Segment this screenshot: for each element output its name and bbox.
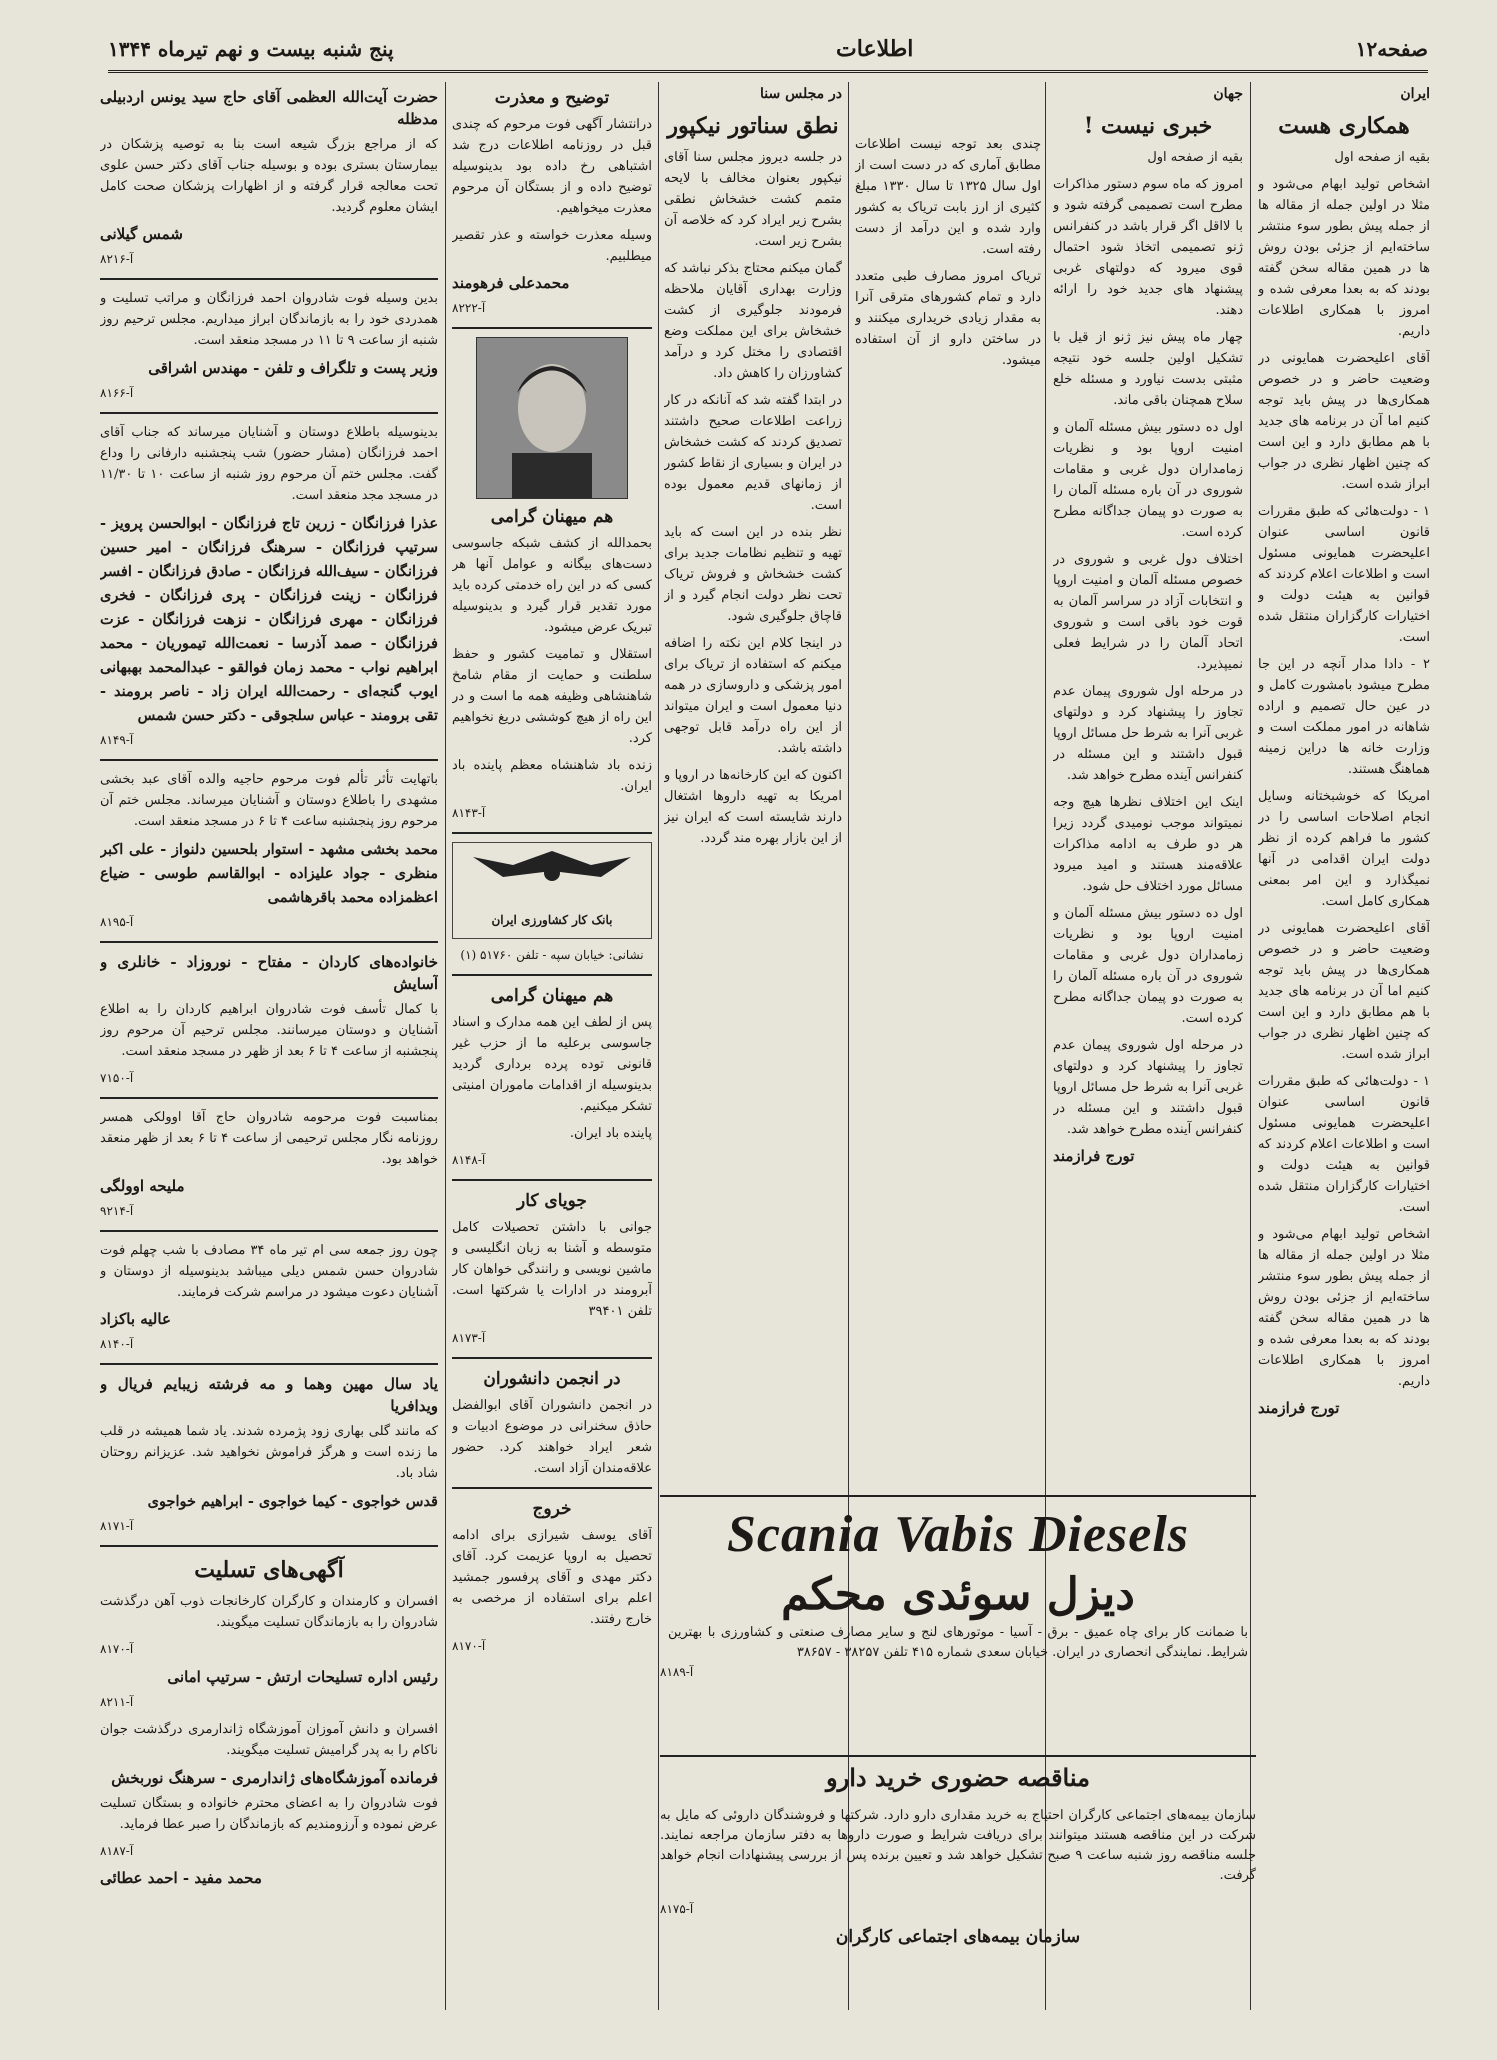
notice-title: هم میهنان گرامی (490, 986, 614, 1006)
paragraph: اشخاص تولید ابهام می‌شود و مثلا در اولین جمله از مقاله ها از جمله پیش بطور سوء منتشر ساخته‌ایم از جزئی بودن روش ها در همین مقاله سخن گفته بودند که به بعدا معرفی شده و امروز با همکاری اطلاعات داریم. (1258, 177, 1430, 339)
ad-code: آ-۸۱۹۵ (100, 915, 134, 929)
column-iran (1258, 82, 1430, 2010)
notice-title: جویای کار (517, 1191, 587, 1211)
ad-code: آ-۸۲۱۱ (100, 1695, 134, 1709)
paragraph: آقای یوسف شیرازی برای ادامه تحصیل به اروپا عزیمت کرد. آقای دکتر مهدی و آقای پرفسور جمشید اعلم برای استفاده از مرخصی به خارج رفتند. (452, 1528, 652, 1627)
ad-code: آ-۸۱۴۰ (100, 1337, 134, 1351)
ad-code: آ-۸۱۷۵ (660, 1902, 694, 1916)
paragraph: در اینجا کلام این نکته را اضافه میکنم که استفاده از تریاک برای امور پزشکی و داروسازی در همه دنیا معمول است و ایران میتواند از این راه درآمد قابل توجهی داشته باشد. (664, 636, 842, 756)
column-rule (445, 82, 446, 2010)
section-kicker: در مجلس سنا (760, 86, 842, 102)
notice-title: در انجمن دانشوران (483, 1369, 621, 1389)
paragraph: در انجمن دانشوران آقای ابوالفضل حاذق سخنرانی در موضوع ادبیات و شعر ایراد خواهند کرد. حضور علاقه‌مندان آزاد است. (452, 1398, 652, 1476)
ad-code: آ-۸۱۷۱ (100, 1519, 134, 1533)
ad-code: آ-۸۱۷۰ (100, 1642, 134, 1656)
ad-code: آ-۹۲۱۴ (100, 1204, 134, 1218)
paragraph: در مرحله اول شوروی پیمان عدم تجاوز را پیشنهاد کرد و دولتهای غربی آنرا به شرط حل مسائل اروپا قبول داشتند و این مسئله در کنفرانس آینده مطرح خواهد شد. (1053, 1038, 1243, 1137)
divider (660, 1495, 1256, 1497)
paragraph: افسران و کارمندان و کارگران کارخانجات ذوب آهن درگذشت شادروان را به بازماندگان تسلیت میگویند. (100, 1594, 438, 1630)
paragraph: امروز که ماه سوم دستور مذاکرات مطرح است تصمیمی گرفته شود و با لااقل اگر قرار باشد در کنفرانس ژنو تصمیمی اتخاذ شود احتمال قوی میرود که دولتهای غربی پیشنهاد های جدید خود را ارائه دهند. (1053, 177, 1243, 318)
paragraph: فوت شادروان را به اعضای محترم خانواده و بستگان تسلیت عرض نموده و آرزومندیم که بازماندگان را صبر عطا فرماید. (100, 1796, 438, 1832)
ad-code: آ-۸۱۷۰ (452, 1639, 486, 1653)
paragraph: وسیله معذرت خواسته و عذر تقصیر میطلبیم. (452, 228, 652, 264)
column-rule (658, 82, 659, 2010)
paragraph: اول ده دستور بیش مسئله آلمان و امنیت اروپا بود و نظریات زمامداران دول غربی و مقامات شوروی در آن باره مسئله آلمان را به صورت دو پیمان جداگانه مطرح کرده است. (1053, 906, 1243, 1026)
mourners-list: عذرا فرزانگان - زرین تاج فرزانگان - ابوالحسن پرویز - سرتیپ فرزانگان - سرهنگ فرزانگان - امیر حسین فرزانگان - سیف‌الله فرزانگان - صادق فرزانگان - افسر فرزانگان - زینت فرزانگان - پری فرزانگان - فخری فرزانگان - مهری فرزانگان - نزهت فرزانگان - عزت فرزانگان - صمد آذرسا - نعمت‌الله تیموریان - محمد ابراهیم نواب - محمد زمان فوالقو - عبدالمحمد بهبهانی ایوب گنجه‌ای - رحمت‌الله ایران زاد - ناصر برومند - تقی برومند - عباس سلجوقی - دکتر حسن شمس (100, 515, 438, 724)
ad-code: آ-۸۲۲۲ (452, 301, 486, 315)
emblem-text: بانک کار کشاورزی ایران (491, 913, 613, 927)
paragraph: ۲ - دادا مدار آنچه در این جا مطرح میشود بامشورت کامل و در عین حال تصمیم و اراده شاهانه در امور مملکت است و وزارت خانه ها دراین زمینه هماهنگ هستند. (1258, 657, 1430, 777)
paragraph: جوانی با داشتن تحصیلات کامل متوسطه و آشنا به زبان انگلیسی و ماشین نویسی و رانندگی خواهان کار آبرومند در ادارات یا شرکتها است. تلفن ۳۹۴۰۱ (452, 1220, 652, 1319)
paragraph: اشخاص تولید ابهام می‌شود و مثلا در اولین جمله از مقاله ها از جمله پیش بطور سوء منتشر ساخته‌ایم از جزئی بودن روش ها در همین مقاله سخن گفته بودند که به بعدا معرفی شده و امروز با همکاری اطلاعات داریم. (1258, 1227, 1430, 1389)
eagle-emblem-icon (453, 843, 651, 903)
tender-notice (660, 1755, 1256, 2010)
paragraph: چون روز جمعه سی ام تیر ماه ۳۴ مصادف با شب چهلم فوت شادروان حسن شمس دیلی میباشد بدینوسیله از دوستان و آشنایان دعوت میشود در مراسم شرکت فرمایند. (100, 1243, 438, 1300)
notice-title: هم میهنان گرامی (490, 507, 614, 527)
paragraph: که مانند گلی بهاری زود پژمرده شدند. یاد شما همیشه در قلب ما زنده است و هرگز فراموش نخواهید شد. عزیزانم روحتان شاد باد. (100, 1424, 438, 1481)
notice-title: خانواده‌های کاردان - مفتاح - نوروزاد - خانلری و آسایش (100, 953, 438, 993)
portrait-illustration (477, 338, 627, 498)
paragraph: درانتشار آگهی فوت مرحوم که چندی قبل در روزنامه اطلاعات درج شد اشتباهی رخ داده بود بدینوسیله توضیح داده و از بستگان آن مرحوم معذرت میخواهیم. (452, 117, 652, 216)
signature: محمد مفید - احمد عطائی (100, 1869, 262, 1887)
tender-signer: سازمان بیمه‌های اجتماعی کارگران (835, 1927, 1081, 1947)
portrait-photo (476, 337, 628, 499)
column-majlis (664, 82, 842, 1480)
section-kicker: جهان (1213, 86, 1243, 102)
mourners-list: محمد بخشی مشهد - استوار بلحسین دلنواز - علی اکبر منظری - جواد علیزاده - ابوالقاسم طوسی - ضیاع اعظمزاده محمد باقرهاشمی (100, 841, 438, 906)
paragraph: اول ده دستور بیش مسئله آلمان و امنیت اروپا بود و نظریات زمامداران دول غربی و مقامات شوروی در آن باره مسئله آلمان را به صورت دو پیمان جداگانه مطرح کرده است. (1053, 420, 1243, 540)
paragraph: تریاک امروز مصارف طبی متعدد دارد و تمام کشورهای مترقی آنرا به مقدار زیادی خریداری میکنند و در ساختن دارو از آن استفاده میشود. (855, 269, 1041, 368)
paragraph: استقلال و تمامیت کشور و حفظ سلطنت و حمایت از مقام شامخ شاهنشاهی وظیفه همه ما است و در این راه از هیچ کوششی دریغ نخواهیم کرد. (452, 647, 652, 746)
ad-code: آ-۸۱۴۸ (452, 1153, 486, 1167)
bank-emblem (452, 842, 652, 939)
article-title: خبری نیست ! (1083, 113, 1213, 139)
section-title: آگهی‌های تسلیت (194, 1557, 344, 1583)
masthead (108, 28, 1428, 73)
article-title: نطق سناتور نیکپور (667, 113, 839, 139)
paragraph: بمناسبت فوت مرحومه شادروان حاج آقا اوولکی همسر روزنامه نگار مجلس ترحیمی از ساعت ۴ تا ۶ بعد از ظهر منعقد خواهد بود. (100, 1110, 438, 1167)
notice-title: فرمانده آموزشگاه‌های ژاندارمری - سرهنگ نوربخش (111, 1769, 438, 1787)
notice-title: حضرت آیت‌الله العظمی آقای حاج سید یونس اردبیلی مدظله (100, 88, 438, 128)
paragraph: آقای اعلیحضرت همایونی در وضعیت حاضر و در خصوص همکاری‌ها در پیش باید توجه کنیم اما آن در برنامه های جدید با هم مطابق دارد و این است که چنین اظهار نظری در جواب ابراز شده است. (1258, 351, 1430, 492)
paragraph: افسران و دانش آموزان آموزشگاه ژاندارمری درگذشت جوان ناکام را به پدر گرامیش تسلیت میگویند. (100, 1722, 438, 1758)
paragraph: اینک این اختلاف نظرها هیچ وجه نمیتواند موجب نومیدی گردد زیرا هر دو طرف به ادامه مذاکرات علاقه‌مند هستند و امید میرود مسائل مورد اختلاف حل شود. (1053, 795, 1243, 894)
newspaper-name: اطلاعات (836, 36, 914, 62)
paragraph: بدینوسیله باطلاع دوستان و آشنایان میرساند که جناب آقای احمد فرزانگان (مشار حضور) شب پنجشنبه دارفانی را وداع گفت. مجلس ختم آن مرحوم روز شنبه از ساعت ۱۰ تا ۱۱/۳۰ در مسجد مجد منعقد است. (100, 425, 438, 503)
signature: شمس گیلانی (100, 225, 183, 243)
ad-text: با ضمانت کار برای چاه عمیق - برق - آسیا - موتورهای لنج و سایر مصارف صنعتی و کشاورزی با بهترین شرایط. نمایندگی انحصاری در ایران. خیابان سعدی شماره ۴۱۵ تلفن ۳۸۲۵۷ - ۳۸۶۵۷ (668, 1625, 1248, 1660)
column-majlis-cont (855, 82, 1041, 1480)
scania-advertisement (660, 1495, 1256, 1745)
paragraph: در مرحله اول شوروی پیمان عدم تجاوز را پیشنهاد کرد و دولتهای غربی آنرا به شرط حل مسائل اروپا قبول داشتند و این مسئله در کنفرانس آینده مطرح خواهد شد. (1053, 684, 1243, 783)
tender-text: سازمان بیمه‌های اجتماعی کارگران احتیاج به خرید مقداری دارو دارد. شرکتها و فروشندگان داروئی که مایل به شرکت در این مناقصه هستند میتوانند برای دریافت شرایط و صورت داروها به دفتر سازمان مراجعه نمایند. جلسه مناقصه روز شنبه ساعت ۹ صبح تشکیل خواهد شد و تعیین برنده پس از بررسی پیشنهادات انجام خواهد گرفت. (660, 1808, 1256, 1883)
paragraph: گمان میکنم محتاج بذکر نباشد که وزارت بهداری آقایان ملاحظه فرمودند جلوگیری از کشت خشخاش برای این مملکت وضع اقتصادی را مختل کرد و درآمد کشاورزان را کاهش داد. (664, 261, 842, 381)
ad-brand-latin: Scania Vabis Diesels (726, 1506, 1190, 1563)
ad-brand-persian: دیزل سوئدی محکم (781, 1569, 1135, 1620)
notice-title: رئیس اداره تسلیحات ارتش - سرتیپ امانی (167, 1668, 438, 1686)
paragraph: باتهایت تأثر تألم فوت مرحوم حاجیه والده آقای عبد بخشی مشهدی را باطلاع دوستان و آشنایان میرساند. مجلس ختم آن مرحوم روز پنجشنبه ساعت ۴ تا ۶ در مسجد منعقد است. (100, 772, 438, 829)
paragraph: ۱ - دولت‌هائی که طبق مقررات قانون اساسی عنوان اعلیحضرت همایونی مسئول است و اطلاعات اعلام کردند که قوانین به هیئت دولت و اختیارات کارگزاران منتقل شده است. (1258, 504, 1430, 645)
paragraph: بحمدالله از کشف شبکه جاسوسی دست‌های بیگانه و عوامل آنها هر کسی که در این راه خدمتی کرده باید مورد تقدیر قرار گیرد و بدینوسیله تبریک عرض میشود. (452, 536, 652, 635)
paragraph: بقیه از صفحه اول (1334, 150, 1430, 165)
paragraph: اختلاف دول غربی و شوروی در خصوص مسئله آلمان و امنیت اروپا و انتخابات آزاد در سراسر آلمان به قوت خود باقی است و شوروی اتحاد آلمان را در شرایط فعلی نمیپذیرد. (1053, 552, 1243, 672)
ad-code: آ-۸۲۱۶ (100, 252, 134, 266)
notice-title: وزیر پست و تلگراف و تلفن - مهندس اشراقی (148, 359, 438, 377)
column-small-notices (452, 82, 652, 2010)
emblem-caption: نشانی: خیابان سپه - تلفن ۵۱۷۶۰ (۱) (460, 948, 644, 962)
ad-code: آ-۸۱۸۹ (660, 1665, 694, 1679)
paragraph: زنده باد شاهنشاه معظم پاینده باد ایران. (452, 758, 652, 794)
paragraph: چهار ماه پیش نیز ژنو از قیل با تشکیل اولین جلسه خود نتیجه مثبتی بدست نیاورد و مسئله خلع سلاح همچنان باقی ماند. (1053, 330, 1243, 408)
signature: ملیحه اوولگی (100, 1177, 185, 1195)
paragraph: نظر بنده در این است که باید تهیه و تنظیم نظامات جدید برای کشت خشخاش و فروش تریاک تحت نظر دولت انجام گیرد و از قاچاق جلوگیری شود. (664, 525, 842, 624)
signature: عالیه باکزاد (100, 1310, 171, 1328)
mourners-list: قدس خواجوی - کیما خواجوی - ابراهیم خواجوی (147, 1493, 438, 1510)
notice-title: توضیح و معذرت (494, 88, 610, 108)
ad-code: آ-۸۱۸۷ (100, 1844, 134, 1858)
ad-code: آ-۸۱۶۶ (100, 386, 134, 400)
paragraph: پس از لطف این همه مدارک و اسناد جاسوسی برعلیه ما از حزب غیر قانونی توده پرده برداری گردید بدینوسیله از اقدامات ماموران امنیتی تشکر میکنیم. (452, 1015, 652, 1114)
ad-code: آ-۸۱۴۹ (100, 733, 134, 747)
ad-code: آ-۸۱۷۳ (452, 1331, 486, 1345)
ad-code: آ-۷۱۵۰ (100, 1071, 134, 1085)
tender-title: مناقصه حضوری خرید دارو (826, 1763, 1090, 1792)
paragraph: چندی بعد توجه نیست اطلاعات مطابق آماری که در دست است از اول سال ۱۳۲۵ تا سال ۱۳۳۰ مبلغ کثیری از ارز بابت تریاک به کشور وارد شده و این درآمد از دست رفته است. (855, 137, 1041, 257)
signature: تورج فرازمند (1053, 1147, 1135, 1165)
paragraph: بقیه از صفحه اول (1147, 150, 1243, 165)
paragraph: پاینده باد ایران. (569, 1126, 652, 1141)
notice-title: یاد سال مهین وهما و مه فرشته زیبایم فریال و ویدافریا (100, 1375, 438, 1415)
paragraph: آقای اعلیحضرت همایونی در وضعیت حاضر و در خصوص همکاری‌ها در پیش باید توجه کنیم اما آن در برنامه های جدید با هم مطابق دارد و این است که چنین اظهار نظری در جواب ابراز شده است. (1258, 921, 1430, 1062)
paragraph: که از مراجع بزرگ شیعه است بنا به توصیه پزشکان در بیمارستان بستری بوده و بوسیله جناب آقای دکتر حسن علوی تحت معالجه قرار گرفته و از اظهارات پزشکان صحت کامل ایشان معلوم گردید. (100, 137, 438, 215)
signature: تورج فرازمند (1258, 1399, 1340, 1417)
signature: محمدعلی فرهومند (452, 274, 570, 292)
divider (660, 1755, 1256, 1757)
notice-title: خروج (532, 1499, 572, 1519)
paragraph: در جلسه دیروز مجلس سنا آقای نیکپور بعنوان مخالف با لایحه متمم کشت خشخاش نطقی بشرح زیر ایراد کرد که خلاصه آن بشرح زیر است. (664, 150, 842, 249)
section-kicker: ایران (1400, 86, 1430, 102)
page-number: صفحه۱۲ (1355, 37, 1428, 61)
issue-date: پنج شنبه بیست و نهم تیرماه ۱۳۴۴ (108, 37, 394, 61)
paragraph: بدین وسیله فوت شادروان احمد فرزانگان و مراتب تسلیت و همدردی خود را به بازماندگان ابراز میداریم. مجلس ترحیم روز شنبه از ساعت ۹ تا ۱۱ در مسجد منعقد است. (100, 291, 438, 348)
column-condolences (100, 82, 438, 2010)
paragraph: با کمال تأسف فوت شادروان ابراهیم کاردان را به اطلاع آشنایان و دوستان میرسانند. مجلس ترحیم آن مرحوم روز پنجشنبه از ساعت ۴ تا ۶ بعد از ظهر در مسجد منعقد است. (100, 1002, 438, 1059)
paragraph: اکنون که این کارخانه‌ها در اروپا و امریکا به تهیه داروها اشتغال دارند شایسته است که ایران نیز از این بازار بهره مند گردد. (664, 768, 842, 846)
paragraph: امریکا که خوشبختانه وسایل انجام اصلاحات اساسی را در کشور ما فراهم کرده از نظر دولت ایران اقدامی در آنها نمیگذارد و این امر بمعنی همکاری کامل است. (1258, 789, 1430, 909)
ad-code: آ-۸۱۴۳ (452, 806, 486, 820)
paragraph: ۱ - دولت‌هائی که طبق مقررات قانون اساسی عنوان اعلیحضرت همایونی مسئول است و اطلاعات اعلام کردند که قوانین به هیئت دولت و اختیارات کارگزاران منتقل شده است. (1258, 1074, 1430, 1215)
article-title: همکاری هست (1278, 113, 1410, 139)
paragraph: در ابتدا گفته شد که آنانکه در کار زراعت اطلاعات صحیح داشتند تصدیق کردند که کشت خشخاش در ایران و بسیاری از نقاط کشور از زمانهای قدیم معمول بوده است. (664, 393, 842, 513)
